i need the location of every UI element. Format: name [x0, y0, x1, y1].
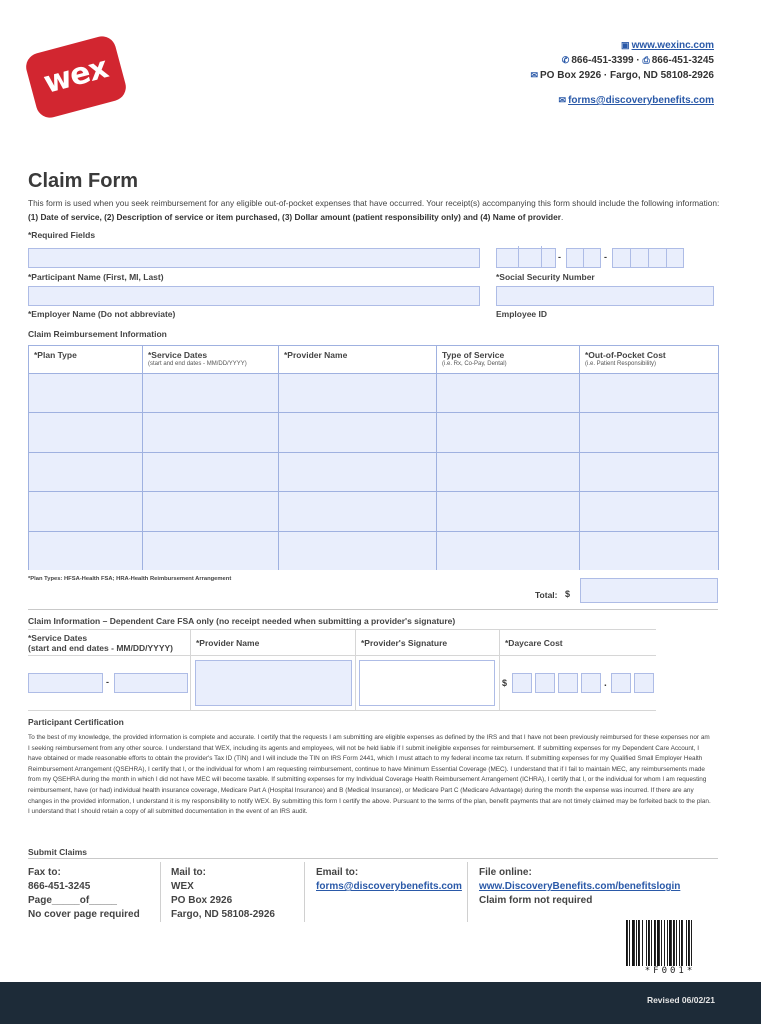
claim-cell[interactable] [580, 491, 718, 530]
contact-block [530, 38, 714, 108]
submit-email-link[interactable]: forms@discoverybenefits.com [316, 881, 462, 892]
barcode-bar [679, 920, 680, 966]
divider [630, 248, 631, 268]
divider [666, 248, 667, 268]
claim-cell[interactable] [279, 531, 437, 570]
certification-heading: Participant Certification [28, 717, 124, 727]
email-title: Email to: [316, 867, 359, 878]
barcode [624, 920, 716, 966]
logo-text: wex [39, 50, 112, 101]
daycare-cents-digit[interactable] [634, 673, 654, 693]
envelope-icon: ✉ [558, 95, 567, 105]
divider [355, 630, 356, 710]
fax-note: No cover page required [28, 909, 140, 920]
certification-text: To the best of my knowledge, the provided information is complete and accurate. I certify that the requests I am submitting are eligible expenses as defined by the IRS and that I have not been previously reimbursed for these expenses nor am I seeking reimbursement from any other source. I understand that WEX, including its agents and employees, will not be held liable if I submit ineligible expenses for reimbursement. If submitting expenses for my Dependent Care Account, I have obtained or made reasonable efforts to obtain the provider's Tax ID (TIN) and I will include the TIN on IRS Form 2441, which I must attach to my federal income tax return. If submitting expenses for my Qualified Small Employer Health Reimbursement Arrangement (QSEHRA), I certify that I, or the individual for whom I am requesting reimbursement, continue to have Minimum Essential Coverage (MEC). I understand that if I fail to maintain MEC, any reimbursements made from my QSEHRA during the month in which I did not have MEC will become taxable. If submitting expenses for my Individual Coverage Health Reimbursement Arrangement (ICHRA), I certify that I, or the individual for whom I am requesting reimbursement, have (or had) individual health insurance coverage, Medicare Part A (Hospital Insurance) and B (Medical Insurance), or Medicare Part C (Medicare Advantage) during the month the expense was incurred. If there are any changes in the provided information, I understand it is my responsibility to notify WEX. By submitting this form I certify the above. Pursuant to the terms of the plan, benefit payments that are not timely claimed may be forfeited back to the plan. I understand that I should retain a copy of all submitted documentation in the event of an IRS audit. [28, 734, 711, 816]
barcode-bar [673, 920, 675, 966]
daycare-digit[interactable] [512, 673, 532, 693]
col-plan-type: *Plan Type [29, 346, 143, 373]
computer-icon: ▣ [621, 40, 630, 50]
claim-cell[interactable] [580, 373, 718, 412]
barcode-bar [686, 920, 687, 966]
fax-number: 866-451-3245 [28, 881, 91, 892]
barcode-bar [654, 920, 656, 966]
claim-cell[interactable] [29, 531, 143, 570]
fax-page: Page_____of_____ [28, 895, 117, 906]
claim-cell[interactable] [279, 373, 437, 412]
online-link[interactable]: www.DiscoveryBenefits.com/benefitslogin [479, 881, 681, 892]
daycare-digit[interactable] [535, 673, 555, 693]
barcode-bar [629, 920, 630, 966]
claim-cell[interactable] [437, 491, 580, 530]
divider [648, 248, 649, 268]
mail-title: Mail to: [171, 867, 206, 878]
dc-daycare-cost-label: *Daycare Cost [505, 638, 563, 648]
required-note: *Required Fields [28, 230, 96, 240]
col-out-of-pocket: *Out-of-Pocket Cost (i.e. Patient Responsibility) [585, 350, 666, 367]
wex-logo [23, 33, 129, 121]
mailbox-icon: ✉ [530, 70, 539, 80]
claim-cell[interactable] [29, 373, 143, 412]
barcode-bar [661, 920, 662, 966]
divider [28, 710, 656, 711]
claim-cell[interactable] [143, 531, 279, 570]
employee-id-input[interactable] [496, 286, 714, 306]
email-column [316, 866, 462, 894]
dc-service-dates-label: *Service Dates (start and end dates - MM/DD/YYYY) [28, 633, 173, 653]
claim-cell[interactable] [279, 452, 437, 491]
daycare-cents-digit[interactable] [611, 673, 631, 693]
total-currency: $ [565, 589, 571, 599]
barcode-text: *F001* [644, 966, 696, 976]
claim-cell[interactable] [580, 412, 718, 451]
email-link[interactable]: forms@discoverybenefits.com [568, 95, 714, 106]
barcode-bar [667, 920, 668, 966]
divider [541, 246, 542, 268]
ssn-dash: - [604, 252, 607, 262]
barcode-bar [691, 920, 692, 966]
divider [28, 655, 656, 656]
online-note: Claim form not required [479, 895, 593, 906]
employer-name-label: *Employer Name (Do not abbreviate) [28, 309, 176, 319]
reimbursement-heading: Claim Reimbursement Information [28, 329, 167, 339]
dc-signature-box[interactable] [359, 660, 495, 706]
claim-cell[interactable] [437, 531, 580, 570]
fax-title: Fax to: [28, 867, 61, 878]
claim-cell[interactable] [580, 452, 718, 491]
col-service-dates: *Service Dates (start and end dates - MM/DD/YYYY) [143, 346, 279, 373]
claim-cell[interactable] [29, 452, 143, 491]
divider [518, 246, 519, 268]
barcode-bar [632, 920, 635, 966]
total-label: Total: [535, 590, 558, 600]
website-link[interactable]: www.wexinc.com [631, 40, 714, 51]
divider [190, 630, 191, 710]
total-input[interactable] [580, 578, 718, 603]
plan-types-note: *Plan Types: HFSA-Health FSA; HRA-Health Reimbursement Arrangement [28, 576, 232, 582]
dc-end-date-input[interactable] [114, 673, 188, 693]
phone-number: 866-451-3399 · [571, 55, 643, 66]
footer-bar [0, 982, 761, 1024]
ssn-part-1[interactable] [496, 248, 556, 268]
col-provider-name: *Provider Name [279, 346, 437, 373]
divider [304, 862, 305, 922]
claim-cell[interactable] [437, 373, 580, 412]
divider [583, 248, 584, 268]
barcode-bar [681, 920, 683, 966]
employee-id-label: Employee ID [496, 309, 548, 319]
ssn-dash: - [558, 252, 561, 262]
barcode-bar [642, 920, 643, 966]
online-column [479, 866, 680, 908]
claim-cell[interactable] [580, 531, 718, 570]
divider [28, 629, 656, 630]
barcode-bar [646, 920, 647, 966]
dc-provider-name-label: *Provider Name [196, 638, 260, 648]
employer-name-input[interactable] [28, 286, 480, 306]
daycare-digit[interactable] [581, 673, 601, 693]
daycare-digit[interactable] [558, 673, 578, 693]
phone-icon: ✆ [561, 55, 570, 65]
intro-body: This form is used when you seek reimbursement for any eligible out-of-pocket expenses that have occurred. Your receipt(s) accompanying this form should include the following information: [28, 198, 720, 208]
claim-cell[interactable] [279, 412, 437, 451]
claim-cell[interactable] [29, 491, 143, 530]
online-title: File online: [479, 867, 532, 878]
barcode-bar [636, 920, 637, 966]
claim-cell[interactable] [143, 491, 279, 530]
mail-column [171, 866, 275, 922]
participant-name-label: *Participant Name (First, MI, Last) [28, 272, 164, 282]
section-divider [28, 609, 718, 610]
divider [160, 862, 161, 922]
intro-items: (1) Date of service, (2) Description of service or item purchased, (3) Dollar amount (patient responsibility only) and (4) Name of provider [28, 212, 561, 222]
fax-column [28, 866, 140, 922]
mail-line-2: PO Box 2926 [171, 895, 233, 906]
ssn-label: *Social Security Number [496, 272, 595, 282]
revised-date: Revised 06/02/21 [646, 995, 715, 1005]
dc-provider-signature-label: *Provider's Signature [361, 638, 448, 648]
claim-cell[interactable] [143, 373, 279, 412]
claim-cell[interactable] [279, 491, 437, 530]
divider [28, 858, 718, 859]
barcode-bar [626, 920, 628, 966]
mail-address: PO Box 2926 · Fargo, ND 58108-2926 [540, 70, 714, 81]
col-type-of-service: Type of Service (i.e. Rx, Co-Pay, Dental) [437, 346, 580, 373]
claim-table [28, 345, 719, 570]
dependent-care-heading: Claim Information – Dependent Care FSA only (no receipt needed when submitting a provider's signature) [28, 616, 456, 626]
barcode-bar [648, 920, 650, 966]
dc-start-date-input[interactable] [28, 673, 103, 693]
intro-end: . [560, 212, 564, 222]
daycare-currency: $ [502, 678, 508, 688]
barcode-bar [657, 920, 660, 966]
barcode-bar [638, 920, 640, 966]
mail-line-3: Fargo, ND 58108-2926 [171, 909, 275, 920]
intro-text [28, 196, 728, 224]
divider [499, 630, 500, 710]
dc-provider-name-input[interactable] [195, 660, 352, 706]
claim-cell[interactable] [437, 412, 580, 451]
daycare-decimal: . [604, 678, 607, 689]
barcode-bar [669, 920, 672, 966]
barcode-bar [676, 920, 677, 966]
divider [467, 862, 468, 922]
claim-cell[interactable] [29, 412, 143, 451]
fax-number: 866-451-3245 [651, 55, 714, 66]
barcode-bar [664, 920, 665, 966]
barcode-bar [688, 920, 690, 966]
mail-line-1: WEX [171, 881, 194, 892]
claim-cell[interactable] [143, 412, 279, 451]
claim-cell[interactable] [143, 452, 279, 491]
barcode-bar [651, 920, 652, 966]
page-title: Claim Form [28, 170, 139, 192]
submit-heading: Submit Claims [28, 847, 88, 857]
claim-cell[interactable] [437, 452, 580, 491]
fax-icon: ⎙ [642, 55, 650, 65]
participant-name-input[interactable] [28, 248, 480, 268]
date-dash: - [106, 677, 109, 687]
